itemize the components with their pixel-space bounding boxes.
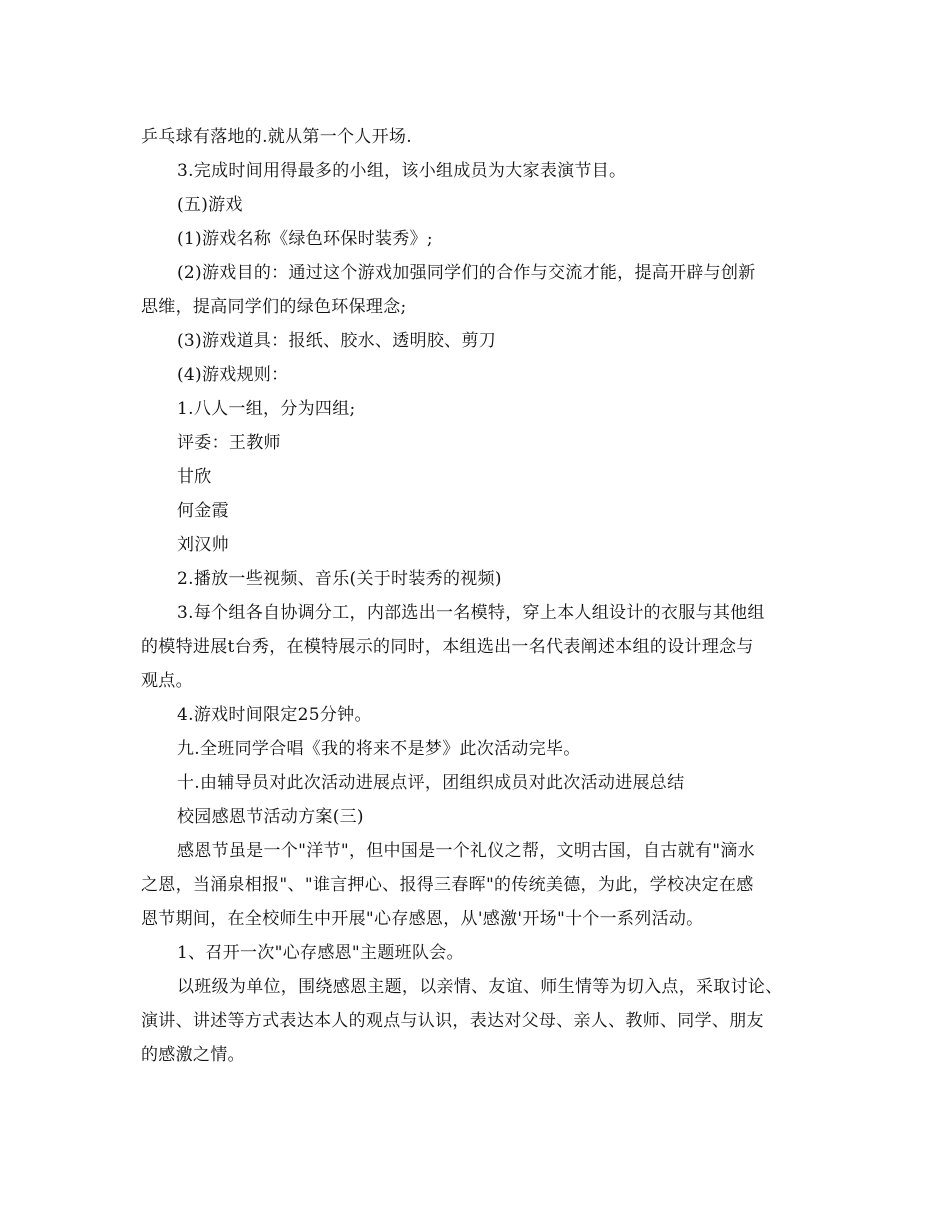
paragraph-line: (4)游戏规则： [177,365,289,385]
paragraph-line: 演讲、讲述等方式表达本人的观点与认识，表达对父母、亲人、教师、同学、朋友 [141,1011,764,1031]
paragraph-line: 感恩节虽是一个"洋节"，但中国是一个礼仪之帮，文明古国，自古就有"滴水 [177,841,755,861]
paragraph-line: (2)游戏目的：通过这个游戏加强同学们的合作与交流才能，提高开辟与创新 [177,263,756,283]
paragraph-line: 1、召开一次"心存感恩"主题班队会。 [177,943,464,963]
paragraph-line: 乒乓球有落地的.就从第一个人开场. [141,127,412,147]
paragraph-line: 以班级为单位，围绕感恩主题，以亲情、友谊、师生情等为切入点，采取讨论、 [177,977,783,997]
paragraph-line: 评委：王教师 [177,433,281,453]
paragraph-line: 甘欣 [177,467,212,487]
document-body [141,120,813,1072]
paragraph-line: 3.完成时间用得最多的小组，该小组成员为大家表演节目。 [177,161,627,181]
paragraph-line: 的感激之情。 [141,1045,245,1065]
paragraph-line: 的模特进展t台秀，在模特展示的同时，本组选出一名代表阐述本组的设计理念与 [141,637,754,657]
paragraph-line: 观点。 [141,671,193,691]
paragraph-line: 校园感恩节活动方案(三) [177,807,364,827]
paragraph-line: 九.全班同学合唱《我的将来不是梦》此次活动完毕。 [177,739,581,759]
paragraph-line: (1)游戏名称《绿色环保时装秀》; [177,229,433,249]
paragraph-line: 4.游戏时间限定25分钟。 [177,705,372,725]
paragraph-line: (3)游戏道具：报纸、胶水、透明胶、剪刀 [177,331,497,351]
paragraph-line: 恩节期间，在全校师生中开展"心存感恩，从'感激'开场"十个一系列活动。 [141,909,704,929]
paragraph-line: 2.播放一些视频、音乐(关于时装秀的视频) [177,569,502,589]
paragraph-line: 刘汉帅 [177,535,229,555]
paragraph-line: 思维，提高同学们的绿色环保理念; [141,297,407,317]
paragraph-line: 之恩，当涌泉相报"、"谁言押心、报得三春晖"的传统美德，为此，学校决定在感 [141,875,754,895]
paragraph-line: 十.由辅导员对此次活动进展点评，团组织成员对此次活动进展总结 [177,773,685,793]
paragraph-line: 3.每个组各自协调分工，内部选出一名模特，穿上本人组设计的衣服与其他组 [177,603,765,623]
paragraph-line: 1.八人一组，分为四组; [177,399,356,419]
paragraph-line: 何金霞 [177,501,229,521]
paragraph-line: (五)游戏 [177,195,243,215]
